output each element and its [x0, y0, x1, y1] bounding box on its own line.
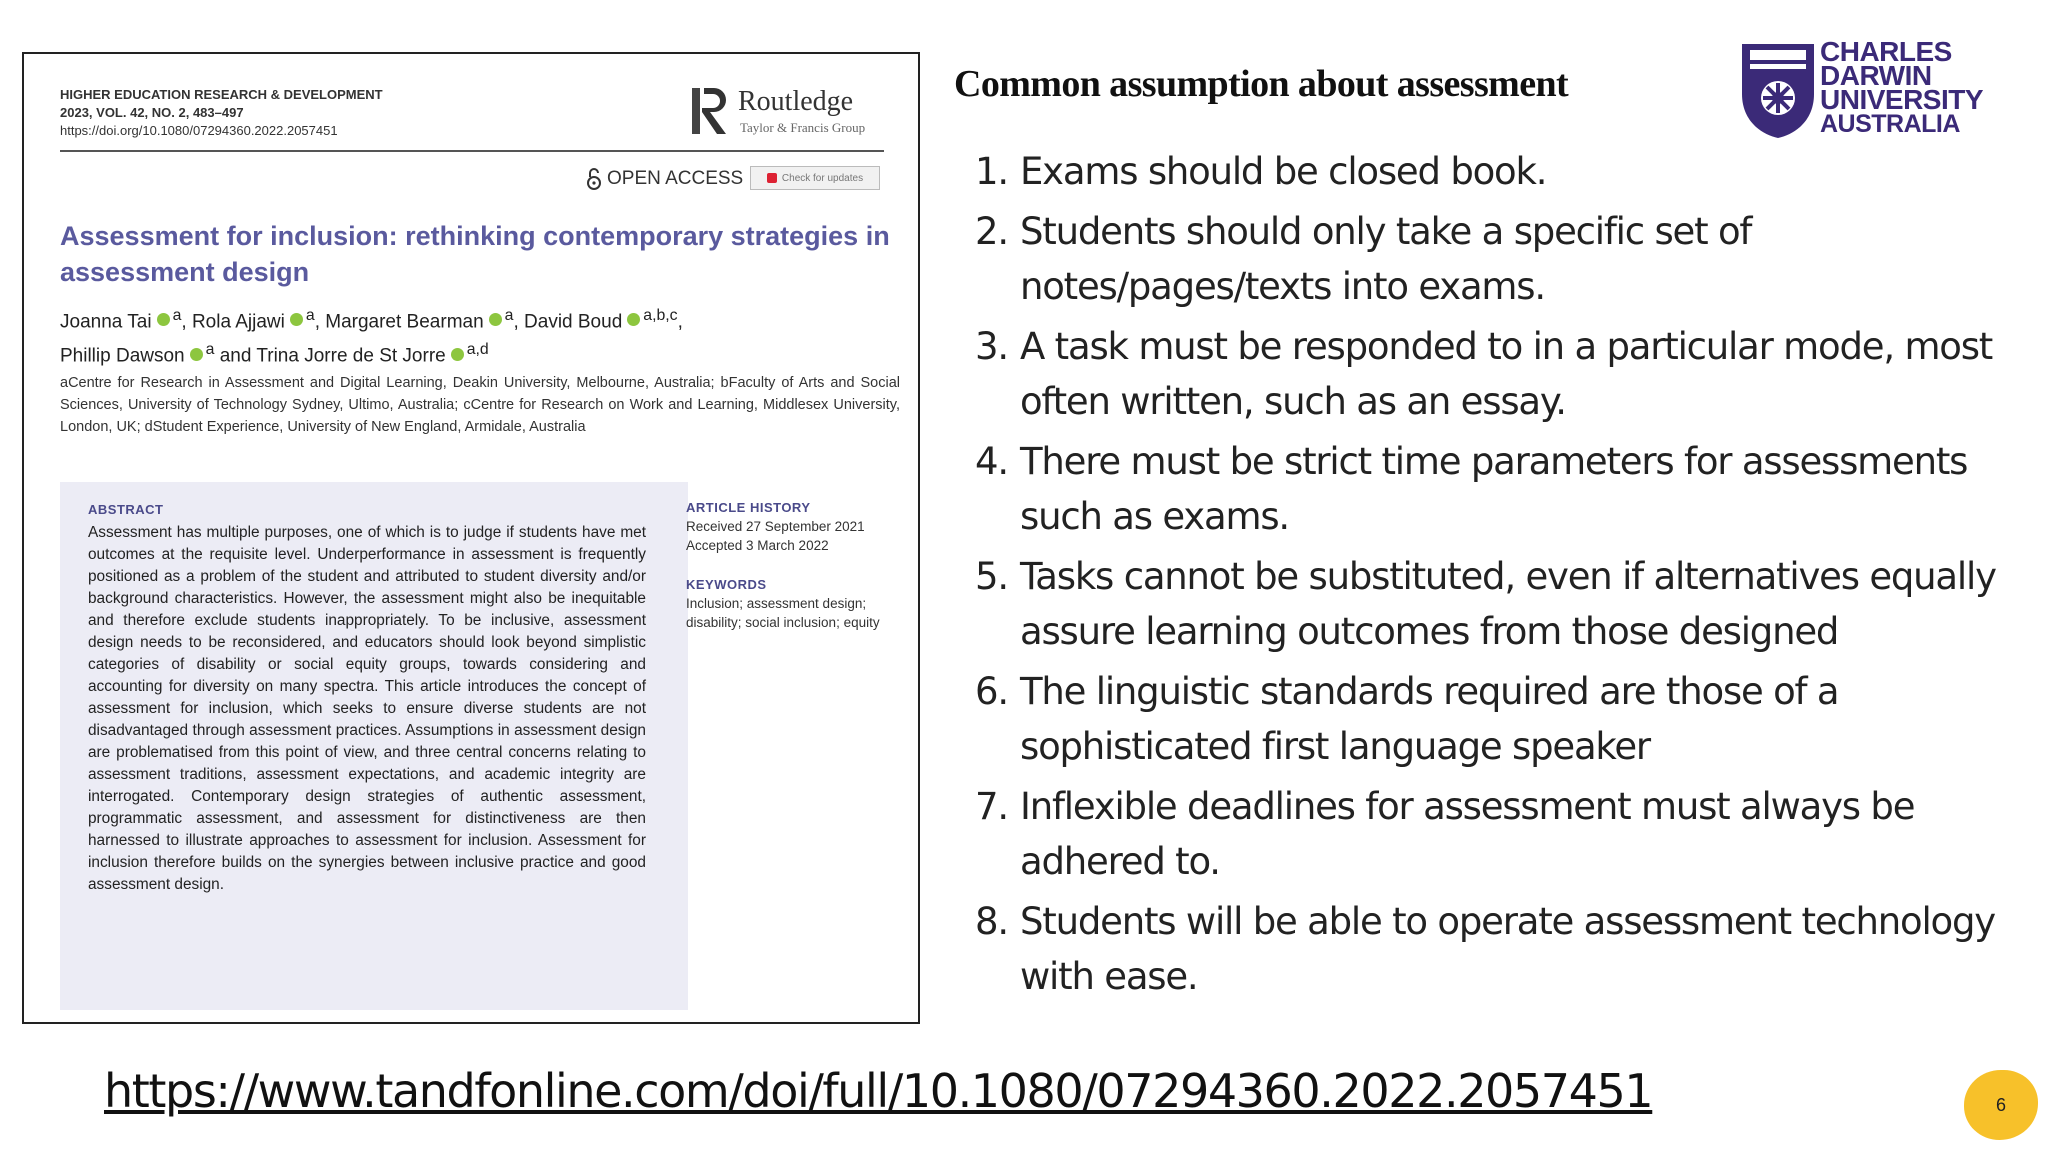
header-rule: [60, 150, 884, 152]
paper-screenshot: [22, 52, 920, 1024]
journal-doi: https://doi.org/10.1080/07294360.2022.2057451: [60, 123, 338, 138]
list-item: 3. A task must be responded to in a particular mode, most often written, such as an essay.: [975, 325, 1993, 423]
author-affiliation: a,b,c: [643, 307, 678, 324]
journal-name: HIGHER EDUCATION RESEARCH & DEVELOPMENT: [60, 87, 383, 102]
orcid-icon: [451, 348, 464, 361]
author-affiliation: a: [205, 341, 215, 359]
open-access-label: OPEN ACCESS: [607, 168, 744, 189]
orcid-icon: [190, 348, 203, 361]
open-access-badge: [587, 168, 743, 190]
orcid-icon: [489, 313, 502, 326]
author-name: Rola Ajjawi: [191, 311, 285, 333]
history-heading: ARTICLE HISTORY: [686, 500, 811, 515]
author-name: Phillip Dawson: [60, 345, 185, 367]
list-item: 5. Tasks cannot be substituted, even if alternatives equally assure learning outcomes from those designed: [975, 555, 1996, 653]
abstract-heading: ABSTRACT: [88, 502, 164, 517]
author-affiliation: a: [504, 307, 514, 324]
assumptions-list: [975, 144, 2025, 1009]
author-name: Joanna Tai: [60, 311, 152, 333]
orcid-icon: [157, 313, 170, 326]
list-item: 8. Students will be able to operate assessment technology with ease.: [975, 900, 1995, 998]
cdu-logo: [1740, 36, 2010, 144]
abstract-box: [60, 482, 688, 1010]
cdu-shield-icon: [1740, 42, 1816, 140]
list-item: 4. There must be strict time parameters for assessments such as exams.: [975, 440, 1968, 538]
list-item: 7. Inflexible deadlines for assessment must always be adhered to.: [975, 785, 1915, 883]
author-list: Joanna Tai $^a$, Rola Ajjawi $^a$, Margaret Bearman $^a$, David Boud $^{a,b,c}$, Phillip Dawson $^a$ and Trina Jorre de St Jorre $^{a,d}$: [60, 307, 683, 367]
article-link[interactable]: https://www.tandfonline.com/doi/full/10.1080/07294360.2022.2057451: [104, 1064, 1653, 1118]
author-affiliation: a: [305, 307, 315, 324]
slide-title: Common assumption about assessment: [954, 63, 1569, 105]
orcid-icon: [627, 313, 640, 326]
accepted-date: Accepted 3 March 2022: [686, 538, 829, 553]
keywords-text: Inclusion; assessment design; disability; social inclusion; equity: [686, 596, 880, 630]
orcid-icon: [290, 313, 303, 326]
affiliations: aCentre for Research in Assessment and Digital Learning, Deakin University, Melbourne, Australia; bFaculty of Arts and Social Sciences, University of Technology Sydney, Ultimo, Australia; cCentre for Research on Work and Learning, Middlesex University, London, UK; dStudent Experience, University of New England, Armidale, Australia: [60, 375, 900, 435]
check-updates-label: Check for updates: [781, 172, 864, 184]
routledge-r-icon: [692, 82, 732, 140]
check-updates-button[interactable]: [750, 166, 880, 190]
author-name: Margaret Bearman: [325, 311, 484, 333]
paper-title: Assessment for inclusion: rethinking contemporary strategies in assessment design: [60, 221, 890, 287]
list-item: 1. Exams should be closed book.: [975, 150, 1547, 193]
list-item: 6. The linguistic standards required are those of a sophisticated first language speaker: [975, 670, 1839, 768]
received-date: Received 27 September 2021: [686, 519, 865, 534]
publisher-logo: [692, 82, 898, 140]
author-affiliation: a: [172, 307, 182, 324]
author-name: David Boud: [524, 311, 623, 333]
unlock-icon: [587, 168, 601, 190]
list-item: 2. Students should only take a specific set of notes/pages/texts into exams.: [975, 210, 1752, 308]
crossmark-icon: [767, 173, 777, 183]
author-name: Trina Jorre de St Jorre: [256, 345, 446, 367]
journal-info: [60, 86, 383, 140]
publisher-group: Taylor & Francis Group: [740, 120, 866, 135]
article-history: [686, 498, 896, 632]
abstract-text: Assessment has multiple purposes, one of which is to judge if students have met outcomes at the requisite level. Underperformance in assessment is frequently positioned as a problem of the student and attributed to student diversity and/or background characteristics. However, the assessment might also be inequitable and therefore exclude students inappropriately. To be inclusive, assessment design needs to be reconsidered, and educators should look beyond simplistic categories of disability or social equity groups, towards considering and accounting for diversity on many spectra. This article introduces the concept of assessment for inclusion, which seeks to ensure diverse students are not disadvantaged through assessment practices. Assumptions in assessment design are problematised from this point of view, and three central concerns relating to assessment traditions, assessment expectations, and academic integrity are interrogated. Contemporary design strategies of authentic assessment, programmatic assessment, and assessment for distinctiveness are then harnessed to illustrate approaches to assessment for inclusion. Assessment for inclusion therefore builds on the synergies between inclusive practice and good assessment design.: [88, 524, 646, 893]
publisher-name: Routledge: [738, 86, 854, 117]
keywords-heading: KEYWORDS: [686, 577, 767, 592]
author-affiliation: a,d: [466, 341, 489, 359]
journal-volume: 2023, VOL. 42, NO. 2, 483–497: [60, 105, 244, 120]
page-number-badge: 6: [1964, 1070, 2038, 1140]
cdu-wordmark: CHARLES DARWIN UNIVERSITY AUSTRALIA: [1820, 36, 1984, 138]
